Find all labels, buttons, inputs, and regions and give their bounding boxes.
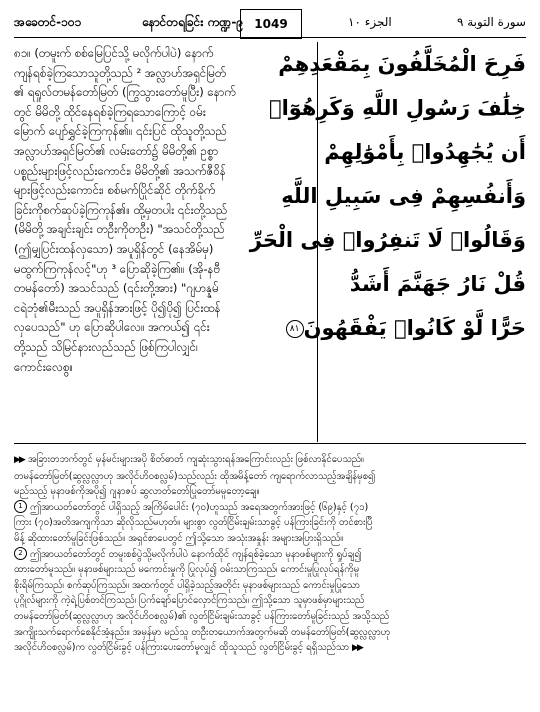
arabic-verse-line: فَرِحَ الْمُخَلَّفُونَ بِمَقْعَدِهِمْ [278, 52, 526, 76]
footnote-line: မည်သည့် မုနာဖစ်ကိုအပို၍ ဂျနာဇပ် ဆွလာတ်တော်ပြုတော်မမူတော့ချေ။ [14, 486, 260, 498]
translation-line: တမန်တော်) အသင်သည် (၎င်းတို့အား) "ဂျဟန္နမ် [14, 281, 219, 296]
translation-line: ခြင်းကိုစက်ဆုပ်ခဲ့ကြကုန်၏။ ထို့မှတပါး ၎င်းတို့သည် [14, 202, 228, 217]
arabic-verse-line: وَقَالُوا۟ لَا تَنفِرُوا۟ فِى الْحَرِّ [249, 228, 526, 252]
translation-line: (ဤမျှပြင်းထန်လှသော) အပူရှိန်တွင် (နေအိမ်မှ) [14, 241, 214, 256]
arabic-verse-line: خِلَٰفَ رَسُولِ اللَّهِ وَكَرِهُوٓا۟ [268, 96, 526, 120]
footnote-line: တမန်တော်မြတ်(ဆွလ္လလ္လာဟု အလိုင်ဟိဝစလ္လမ်)သည်လည်း ထိုအမိန့်တော် ကျရောက်လာသည့်အချိန်မှစ၍ [14, 470, 376, 482]
footnote-text: ဤအာယတ်တော်တွင် တမူးစစ်ပွဲသို့မလိုက်ပါပဲ နောက်ထိုင် ကျန်ရစ်ခဲ့သော မုနာဖစ်များကို ရှုပ်ချ၍ [30, 548, 362, 560]
footnote-line: ကြား (၇၀)အတိအကျကိုသာ ဆိုလိုသည်မဟုတ်။ များစွာ လွတ်ငြိမ်းချမ်းသာခွင့် ပန်ကြားခြင်းကို တင်စားပြီ [14, 517, 373, 529]
footnote-text: ဤအာယတ်တော်တွင် ပါရှိသည့် အကြိမ်ပေါင်း (၇၀)ဟူသည် အရေအတွက်အားဖြင့် (၆၉)နှင့် (၇၁) [30, 501, 369, 513]
arabic-verse-line: قُلْ نَارُ جَهَنَّمَ أَشَدُّ [349, 272, 526, 296]
juz-label: الجزء ١٠ [348, 15, 392, 29]
footnote-line [14, 500, 526, 516]
translation-line: ကျန်ရစ်ခဲ့ကြသောသူတို့သည် ² အလ္လာဟ်အရှင်မြတ် [14, 65, 227, 80]
translation-line: အလ္လာဟ်အရှင်မြတ်၏ လမ်းတော်၌ မိမိတို့၏ ဥစ္စာ [14, 143, 219, 158]
translation-line: မြောက် ပျော်ရွှင်ခဲ့ကြကုန်၏။ ၎င်းပြင် ထိုသူတို့သည် [14, 124, 227, 139]
arabic-verse-line [289, 306, 526, 350]
footnote-line [14, 640, 526, 657]
footnote-line [14, 547, 526, 563]
translation-line: ပစ္စည်းများဖြင့်လည်းကောင်း၊ မိမိတို့၏ အသက်ဇီဝိန် [14, 163, 226, 178]
chapter-label: အခေတင်-၁၀၁ [14, 15, 82, 29]
translation-line: များဖြင့်လည်းကောင်း၊ စစ်မက်ပြိုင်ဆိုင် တိုက်ခိုက် [14, 183, 216, 198]
translation-line: တို့သည် သိမြင်နားလည်သည် ဖြစ်ကြပါလျှင်၊ [14, 339, 198, 354]
translation-line: ၈၁။ (တမူးက် စစ်မြေပြင်သို့ မလိုက်ပါပဲ) နောက် [14, 46, 214, 60]
translation-line: ကောင်းလေစွ။ [14, 359, 73, 374]
footnote-number-marker: 1 [14, 500, 27, 513]
translation-line: ၏ ရရှုလ်တမန်တော်မြတ် (ကြွသွားတော်မူပြီး) နောက် [14, 85, 236, 100]
arabic-verse-line: أَن يُجَٰهِدُوا۟ بِأَمْوَٰلِهِمْ [324, 140, 526, 164]
translation-line: (မိမိတို့ အချင်းချင်း တဦးကိုတဦး) "အသင်တို့သည် [14, 222, 225, 237]
arabic-verse-text: حَرًّا لَّوْ كَانُوا۟ يَفْقَهُونَ [303, 316, 526, 340]
footnote-line: ပုဂ္ဂိုလ်များကို ကဲ့ရဲ့ပြစ်တင်ကြသည်၊ ပြက်ချော်ပြောင်လှောင်ကြသည်။ ဤသို့သော သူမှာဖစ်မှာများသည် [14, 595, 365, 607]
footnotes [14, 452, 526, 706]
footnote-text: အလိုင်ဟိဝစလ္လမ်)က လွတ်ငြိမ်းခွင့် ပန်ကြားပေးတော်မူလျှင် ထိုသူသည် လွတ်ငြိမ်းခွင့် ရရှိသည်သာ [14, 642, 349, 654]
continuation-marker: ▶▶ [352, 643, 362, 654]
arabic-verse-line: وَأَنفُسِهِمْ فِى سَبِيلِ اللَّهِ [281, 184, 526, 208]
footnote-line: တမန်တော်မြတ်(ဆွလ္လလ္လာဟု အလိုင်ဟိဝစလ္လမ်)၏ လွတ်ငြိမ်းချမ်းသာခွင့် ပန်ကြားတော်မူခြင်းသည် အသို့သည် [14, 610, 390, 622]
header-rule [14, 37, 526, 38]
book-title: နောင်တရခြင်း ကဏ္ဍ-၉ [142, 15, 244, 29]
translation-line: ငရဲဘုံ၏မီးသည် အပူရှိန်အားဖြင့် ပို၍ပို၍ ပြင်းထန် [14, 300, 221, 315]
surah-label: سورة التوبة ٩ [456, 15, 526, 29]
footnote-line [14, 452, 526, 469]
continuation-marker: ▶▶ [14, 455, 24, 465]
footnote-line: စိုးရိမ်ကြသည်၊ စက်ဆုပ်ကြသည်။ အထက်တွင် ပါရှိခဲ့သည့်အတိုင်း မုနာဖစ်များသည် ကောင်းမှုပြုသော [14, 579, 360, 591]
page-header [14, 8, 526, 38]
footnote-number-marker: 2 [14, 547, 27, 560]
footnote-line: ထားတော်မူသည်။ မုနာဖစ်များသည် မကောင်းမှုကို ပြုလုပ်၍ ဝမ်းသာကြသည်၊ ကောင်းမှုပြုလုပ်ရန်ကိုမူ [14, 564, 360, 576]
translation-line: တွင် မိမိတို့ ထိုင်နေရစ်ခဲ့ကြရသောကြောင့် ဝမ်း [14, 104, 206, 119]
ayah-number-marker: ٨١ [286, 320, 304, 338]
page-number: 1049 [240, 9, 302, 39]
footnote-text: အခြားတဘက်တွင် မှန်မင်းများအပို စိတ်ဓာတ် ကျဆုံးသွားရန်အကြောင်းလည်း ဖြစ်လာနိုင်ပေသည်။ [27, 454, 364, 465]
footnote-line: မိန့် ဆိုထားတော်မူခြင်းဖြစ်သည်။ အရှင်စာပေတွင် ဤသို့သော အသုံးအနှုန်း အများအပြားရှိသည်။ [14, 532, 344, 544]
arabic-column [249, 42, 526, 442]
footnote-separator [14, 443, 526, 444]
translation-line: လှပေသည်" ဟု ပြောဆိုပါလေ။ အကယ်၍ ၎င်း [14, 320, 210, 335]
translation-line: မထွက်ကြကုန်လင့်"ဟု ³ ပြောဆိုခဲ့ကြ၏။ (အို-နဗီ [14, 261, 221, 276]
footnote-line: အကျိုးသက်ရောက်စေနိုင်အံ့နည်း။ အမှန်မှာ မည်သူ တဦးတယောက်အတွက်မဆို တမန်တော်မြတ်(ဆွလ္လလ္လာဟု [14, 626, 391, 638]
